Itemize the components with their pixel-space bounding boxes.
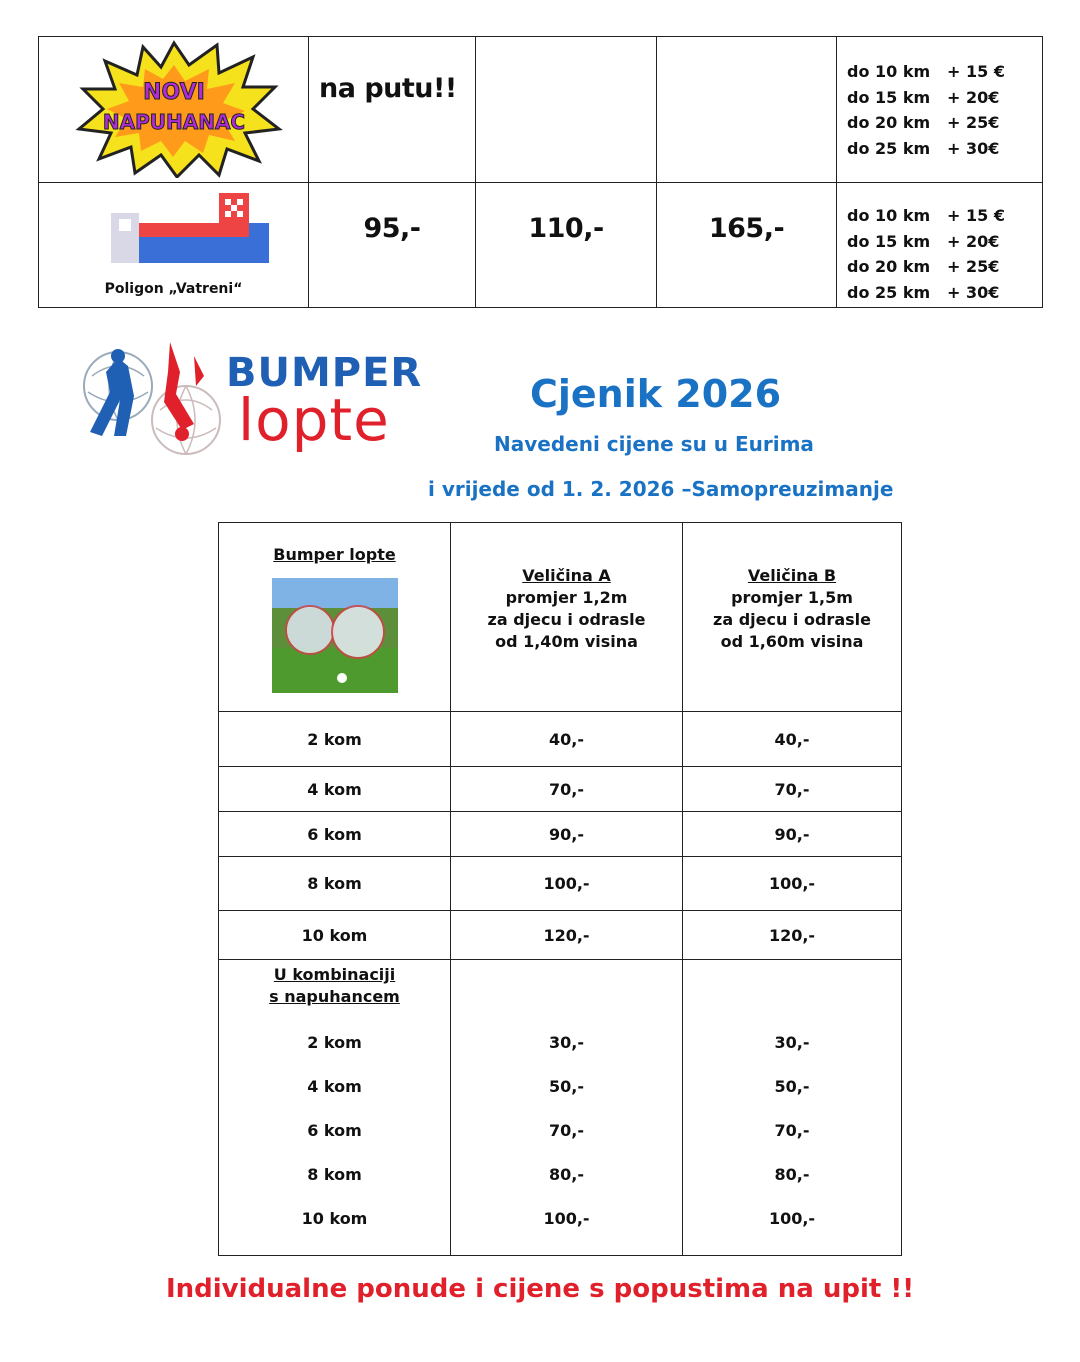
distance-cell bbox=[837, 37, 1043, 183]
size-b-diameter: promjer 1,5m bbox=[731, 588, 853, 607]
size-b-title: Veličina B bbox=[747, 566, 837, 585]
table-row bbox=[39, 37, 1043, 183]
combo-price-b-list: 30,- 50,- 70,- 80,- 100,- bbox=[768, 1033, 816, 1228]
size-a-height: od 1,40m visina bbox=[495, 632, 638, 651]
bumper-balls-photo bbox=[272, 578, 398, 693]
qty-cell: 8 kom bbox=[219, 857, 451, 911]
combo-qty-list: 2 kom 4 kom 6 kom 8 kom 10 kom bbox=[301, 1033, 368, 1228]
distance-row: do 10 km + 15 € bbox=[847, 62, 1005, 81]
bumper-price-table bbox=[218, 522, 902, 1256]
subtitle-currency: Navedeni cijene su u Eurima bbox=[494, 432, 814, 456]
badge-line1: NOVI bbox=[143, 80, 205, 105]
table-row bbox=[219, 767, 902, 812]
header-cell-product bbox=[219, 523, 451, 712]
price-a-cell: 40,- bbox=[451, 712, 683, 767]
empty-cell bbox=[476, 37, 657, 183]
combo-section-row bbox=[219, 960, 902, 1256]
combo-price-a-cell bbox=[451, 960, 683, 1256]
combo-title: U kombinaciji s napuhancem bbox=[269, 965, 400, 1006]
table-row bbox=[219, 911, 902, 960]
price-a-cell: 100,- bbox=[451, 857, 683, 911]
price-a-cell: 90,- bbox=[451, 812, 683, 857]
size-a-audience: za djecu i odrasle bbox=[487, 610, 646, 629]
distance-row: do 10 km + 15 € bbox=[847, 206, 1005, 225]
price-a-cell: 70,- bbox=[451, 767, 683, 812]
discount-note: Individualne ponude i cijene s popustima na upit !! bbox=[165, 1274, 915, 1304]
size-a-diameter: promjer 1,2m bbox=[505, 588, 628, 607]
distance-row: do 15 km + 20€ bbox=[847, 87, 1000, 107]
distance-list bbox=[837, 183, 1042, 305]
inflatable-poligon-image bbox=[39, 183, 309, 283]
combo-price-a-list: 30,- 50,- 70,- 80,- 100,- bbox=[543, 1033, 590, 1228]
table-row bbox=[219, 712, 902, 767]
distance-row: do 25 km + 30€ bbox=[847, 138, 1000, 158]
price-value: 110,- bbox=[528, 213, 604, 244]
distance-row: do 25 km + 30€ bbox=[847, 282, 1000, 302]
new-inflatable-badge-cell bbox=[39, 37, 309, 183]
price-b-cell: 100,- bbox=[683, 857, 902, 911]
poligon-cell bbox=[39, 183, 309, 308]
header-cell-size-b bbox=[683, 523, 902, 712]
status-cell bbox=[309, 37, 476, 183]
distance-row: do 20 km + 25€ bbox=[847, 113, 1000, 132]
distance-row: do 15 km + 20€ bbox=[847, 231, 1000, 251]
size-b-height: od 1,60m visina bbox=[720, 632, 864, 651]
price-b-cell: 70,- bbox=[683, 767, 902, 812]
table-row bbox=[219, 812, 902, 857]
table-header-row bbox=[219, 523, 902, 712]
distance-list bbox=[837, 37, 1042, 161]
price-b-cell: 120,- bbox=[683, 911, 902, 960]
subtitle-validity: i vrijede od 1. 2. 2026 –Samopreuzimanje bbox=[428, 477, 894, 501]
explosion-badge-icon bbox=[39, 37, 309, 178]
status-text: na putu!! bbox=[319, 73, 457, 104]
price-value: 95,- bbox=[363, 213, 421, 244]
page-title: Cjenik 2026 bbox=[530, 372, 782, 416]
brand-word-lopte: lopte bbox=[238, 386, 390, 454]
distance-row: do 20 km + 25€ bbox=[847, 257, 1000, 276]
price-b-cell: 90,- bbox=[683, 812, 902, 857]
product-title: Bumper lopte bbox=[273, 545, 396, 564]
header-cell-size-a bbox=[451, 523, 683, 712]
qty-cell: 10 kom bbox=[219, 911, 451, 960]
table-row bbox=[219, 857, 902, 911]
price-cell bbox=[657, 183, 837, 308]
price-cell bbox=[476, 183, 657, 308]
poligon-caption: Poligon „Vatreni“ bbox=[104, 281, 243, 297]
size-a-title: Veličina A bbox=[522, 566, 611, 585]
combo-qty-cell bbox=[219, 960, 451, 1256]
table-row bbox=[39, 183, 1043, 308]
price-value: 165,- bbox=[708, 213, 785, 244]
price-b-cell: 40,- bbox=[683, 712, 902, 767]
top-price-table bbox=[38, 36, 1043, 308]
qty-cell: 2 kom bbox=[219, 712, 451, 767]
empty-cell bbox=[657, 37, 837, 183]
qty-cell: 6 kom bbox=[219, 812, 451, 857]
size-b-audience: za djecu i odrasle bbox=[713, 610, 871, 629]
price-a-cell: 120,- bbox=[451, 911, 683, 960]
combo-price-b-cell bbox=[683, 960, 902, 1256]
brand-word-bumper: BUMPER bbox=[226, 350, 423, 396]
badge-line2: NAPUHANAC bbox=[102, 110, 246, 134]
qty-cell: 4 kom bbox=[219, 767, 451, 812]
distance-cell bbox=[837, 183, 1043, 308]
price-cell bbox=[309, 183, 476, 308]
